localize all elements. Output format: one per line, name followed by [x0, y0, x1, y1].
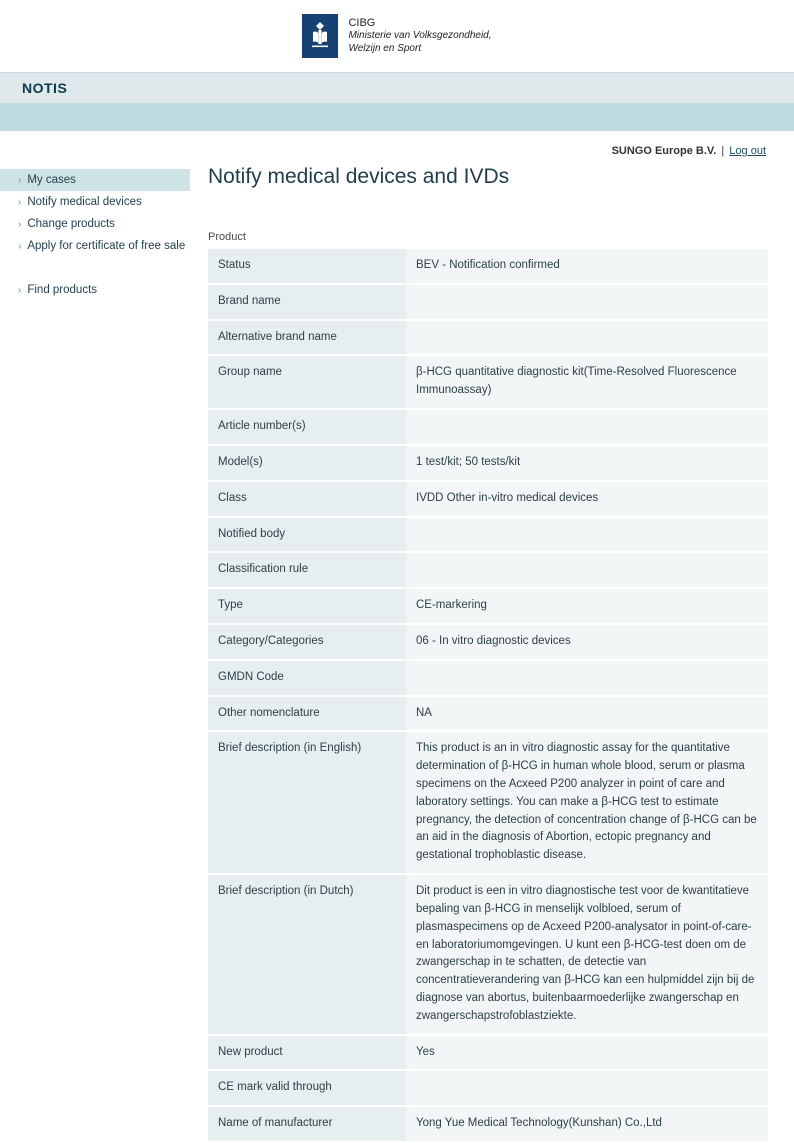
row-label: Category/Categories — [208, 624, 406, 660]
row-value: Yong Yue Medical Technology(Kunshan) Co.,Ltd — [406, 1106, 768, 1142]
sidebar-spacer — [0, 257, 190, 279]
sidebar-item-label: Notify medical devices — [27, 196, 142, 208]
logout-link[interactable]: Log out — [729, 145, 766, 157]
row-value — [406, 409, 768, 445]
content-columns — [0, 131, 794, 1143]
secondary-nav-band — [0, 103, 794, 131]
sidebar-item-label: My cases — [27, 174, 76, 186]
row-value: 1 test/kit; 50 tests/kit — [406, 445, 768, 481]
product-detail-table — [208, 249, 768, 1143]
row-label: Alternative brand name — [208, 320, 406, 356]
table-row — [208, 731, 768, 874]
main-content — [190, 165, 794, 1143]
sidebar-item-my-cases[interactable] — [0, 169, 190, 191]
chevron-right-icon: › — [18, 196, 22, 208]
row-value: IVDD Other in-vitro medical devices — [406, 481, 768, 517]
row-label: Type — [208, 588, 406, 624]
row-label: Notified body — [208, 517, 406, 553]
row-value — [406, 660, 768, 696]
row-value: This product is an in vitro diagnostic assay for the quantitative determination of β-HCG in human whole blood, serum or plasma specimens on the Acxeed P200 analyzer in point of care and laboratory settings. You can make a β-HCG test to estimate pregnancy, the detection of concentration change of β-HCG can be an aid in the diagnosis of Abortion, ectopic pregnancy and gestational trophoblastic disease. — [406, 731, 768, 874]
row-value: BEV - Notification confirmed — [406, 249, 768, 284]
account-separator: | — [721, 145, 725, 157]
row-label: New product — [208, 1035, 406, 1071]
row-label: Brand name — [208, 284, 406, 320]
row-value: NA — [406, 696, 768, 732]
row-label: Article number(s) — [208, 409, 406, 445]
row-label: Group name — [208, 355, 406, 409]
logo-ministry-line-1: Ministerie van Volksgezondheid, — [348, 30, 492, 42]
chevron-right-icon: › — [18, 284, 22, 296]
row-value — [406, 284, 768, 320]
row-label: Other nomenclature — [208, 696, 406, 732]
table-row — [208, 1070, 768, 1106]
row-label: Status — [208, 249, 406, 284]
table-row — [208, 409, 768, 445]
table-row — [208, 696, 768, 732]
chevron-right-icon: › — [18, 240, 22, 252]
sidebar-item-label: Find products — [27, 284, 98, 296]
account-bar — [612, 145, 766, 157]
logo-band — [0, 0, 794, 72]
sidebar-item-notify-medical-devices[interactable] — [0, 191, 190, 213]
logo-org: CIBG — [348, 16, 376, 29]
row-label: Name of manufacturer — [208, 1106, 406, 1142]
table-row — [208, 552, 768, 588]
app-title: NOTIS — [22, 80, 68, 96]
dutch-coat-of-arms-icon — [302, 14, 338, 58]
row-label: GMDN Code — [208, 660, 406, 696]
sidebar-item-label: Change products — [27, 218, 115, 230]
row-label: Model(s) — [208, 445, 406, 481]
product-section-label: Product — [208, 231, 246, 243]
chevron-right-icon: › — [18, 218, 22, 230]
row-label: Classification rule — [208, 552, 406, 588]
sidebar-item-find-products[interactable] — [0, 279, 190, 301]
logo-text — [348, 17, 491, 56]
government-logo — [302, 14, 491, 58]
row-value — [406, 552, 768, 588]
table-row — [208, 355, 768, 409]
sidebar-item-label: Apply for certificate of free sale — [27, 240, 186, 252]
table-row — [208, 588, 768, 624]
table-row — [208, 284, 768, 320]
row-value: β-HCG quantitative diagnostic kit(Time-Resolved Fluorescence Immunoassay) — [406, 355, 768, 409]
row-value — [406, 1070, 768, 1106]
table-row — [208, 320, 768, 356]
row-label: CE mark valid through — [208, 1070, 406, 1106]
table-row — [208, 517, 768, 553]
row-label: Brief description (in Dutch) — [208, 874, 406, 1035]
chevron-right-icon: › — [18, 174, 22, 186]
table-row — [208, 874, 768, 1035]
logo-ministry-line-2: Welzijn en Sport — [348, 42, 422, 54]
row-label: Class — [208, 481, 406, 517]
table-row — [208, 1106, 768, 1142]
table-row — [208, 445, 768, 481]
row-value — [406, 517, 768, 553]
table-row — [208, 624, 768, 660]
account-company: SUNGO Europe B.V. — [611, 145, 717, 157]
table-row — [208, 249, 768, 284]
app-header-bar — [0, 72, 794, 103]
row-value: CE-markering — [406, 588, 768, 624]
table-row — [208, 481, 768, 517]
row-value: Dit product is een in vitro diagnostische test voor de kwantitatieve bepaling van β-HCG in menselijk volbloed, serum of plasmaspecimens op de Acxeed P200-analysator in point-of-care- en laboratoriumomgevingen. U kunt een β-HCG-test doen om de zwangerschap in te schatten, de detectie van concentratieverandering van β-HCG kan een hulpmiddel zijn bij de diagnose van abortus, buitenbaarmoederlijke zwangerschap en zwangerschapstrofoblastziekte. — [406, 874, 768, 1035]
page-title: Notify medical devices and IVDs — [208, 165, 510, 188]
row-value — [406, 320, 768, 356]
row-value: Yes — [406, 1035, 768, 1071]
sidebar-nav — [0, 165, 190, 1143]
table-row — [208, 660, 768, 696]
row-label: Brief description (in English) — [208, 731, 406, 874]
sidebar-item-apply-certificate-free-sale[interactable] — [0, 235, 190, 257]
table-row — [208, 1035, 768, 1071]
row-value: 06 - In vitro diagnostic devices — [406, 624, 768, 660]
page-body — [0, 131, 794, 1143]
sidebar-item-change-products[interactable] — [0, 213, 190, 235]
